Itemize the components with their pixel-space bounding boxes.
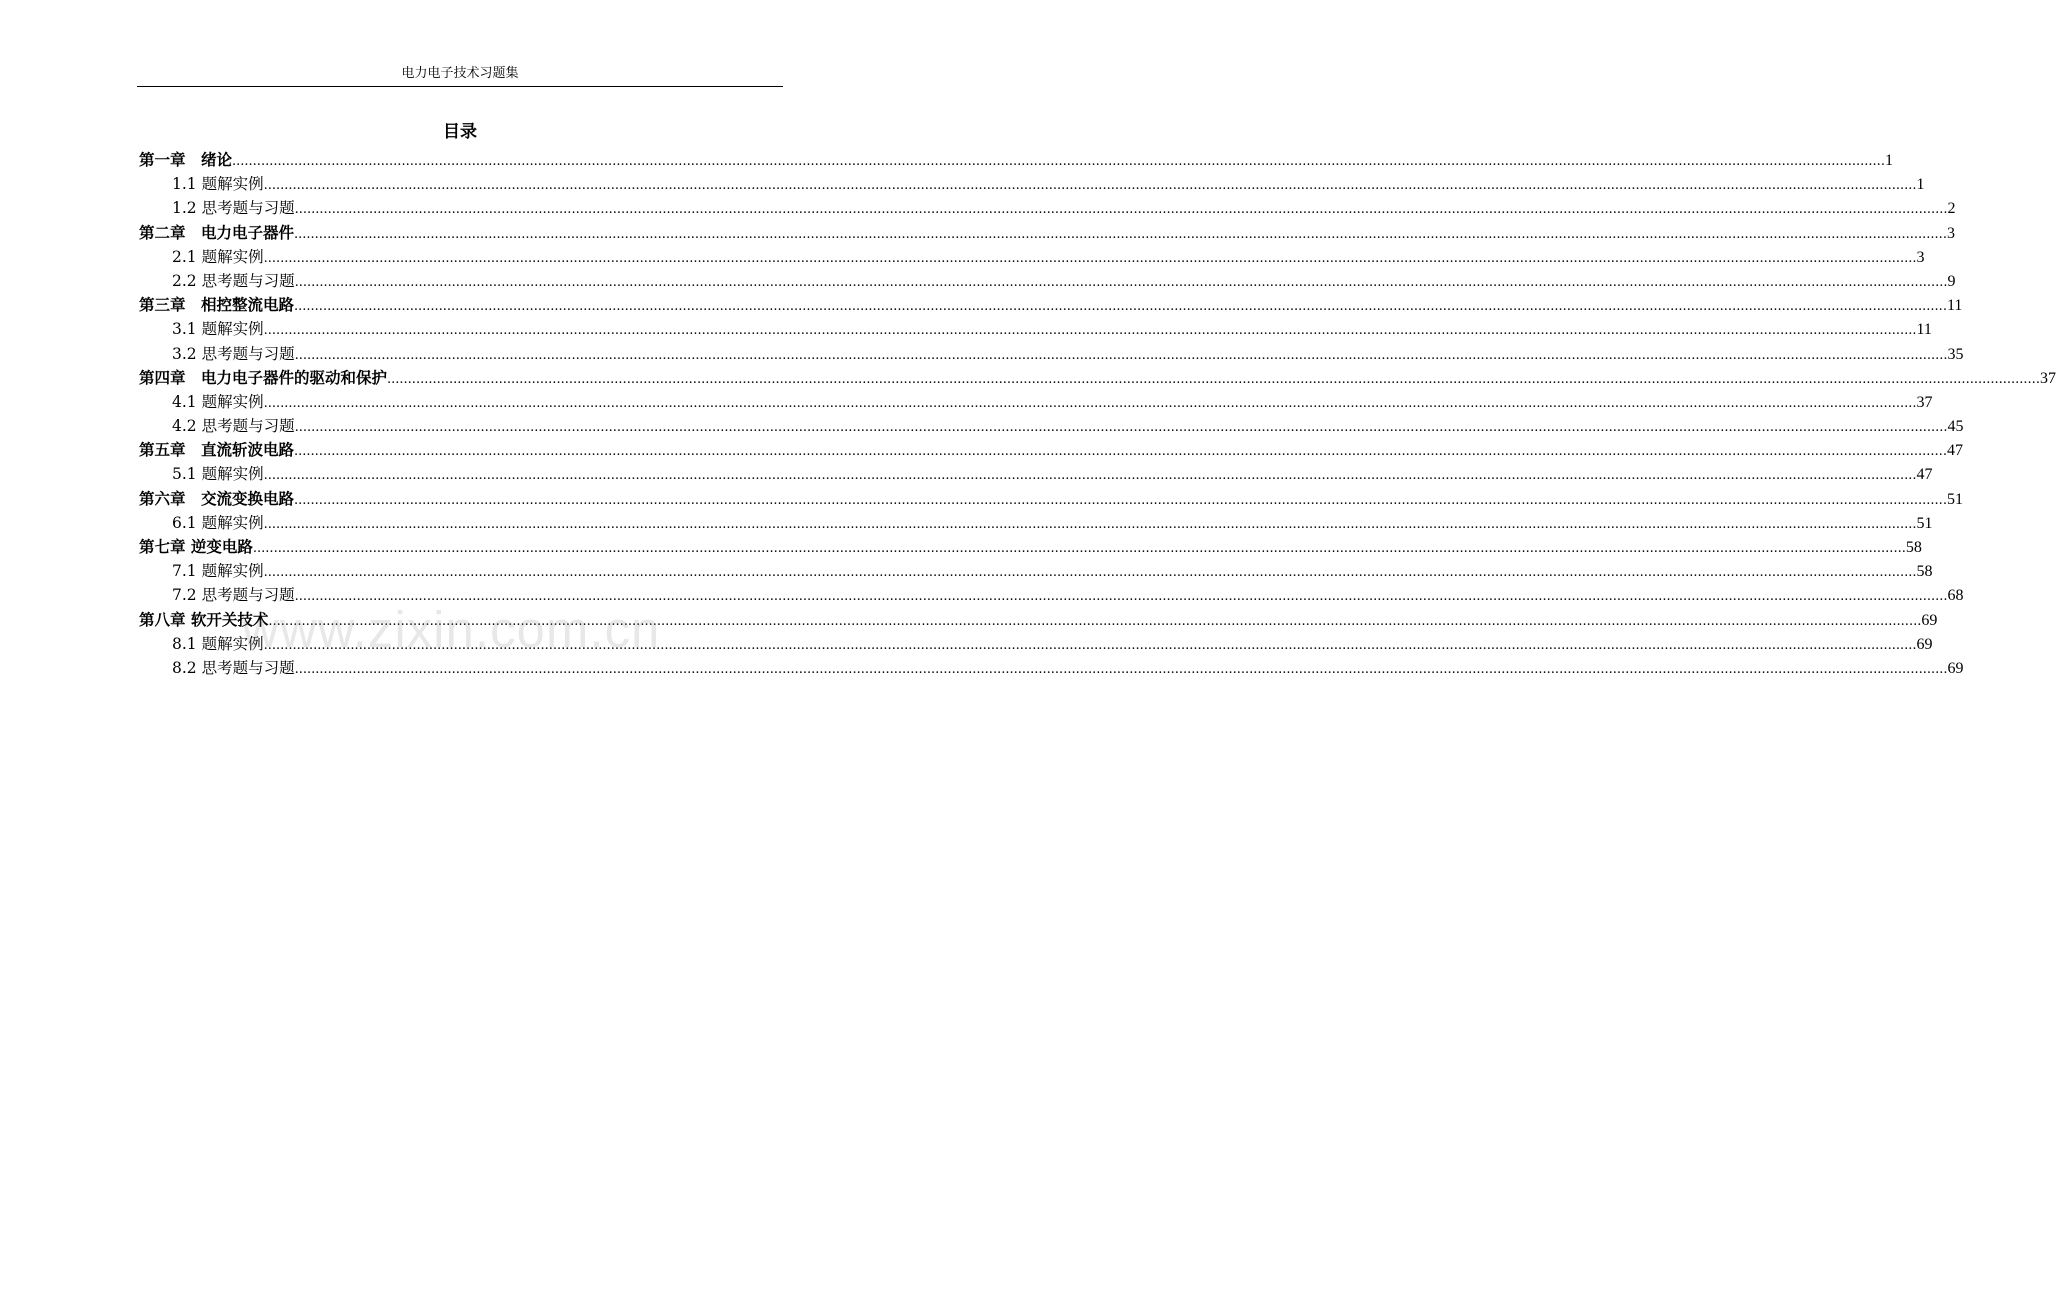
toc-entry-label: 8.1 题解实例	[172, 634, 264, 653]
toc-entry-page-number: 69	[1947, 659, 1964, 677]
toc-entry-label: 3.2 思考题与习题	[172, 344, 295, 363]
toc-entry-page-number: 58	[1905, 539, 1922, 556]
toc-entry-page-number: 51	[1946, 490, 1963, 508]
toc-section-entry[interactable]	[137, 511, 1933, 535]
dot-leader: ................................................................................................................................................................................................................................................................................................................................................................................................................	[387, 371, 2040, 387]
toc-entry-page-number: 3	[1946, 224, 1955, 242]
toc-chapter-entry[interactable]	[137, 535, 1922, 559]
toc-entry-page-number: 47	[1946, 442, 1963, 460]
toc-section-entry[interactable]	[137, 632, 1933, 656]
dot-leader: ................................................................................................................................................................................................................................................................................................................................................................................................................	[268, 613, 1922, 629]
dot-leader: ................................................................................................................................................................................................................................................................................................................................................................................................................	[294, 202, 1948, 218]
toc-entry-label: 2.1 题解实例	[172, 247, 264, 266]
dot-leader: ................................................................................................................................................................................................................................................................................................................................................................................................................	[252, 541, 1906, 556]
toc-entry-label: 5.1 题解实例	[172, 465, 264, 484]
dot-leader: ................................................................................................................................................................................................................................................................................................................................................................................................................	[263, 516, 1917, 532]
toc-entry-page-number: 1	[1916, 176, 1925, 194]
toc-entry-page-number: 9	[1947, 272, 1956, 290]
toc-section-entry[interactable]	[137, 269, 1956, 293]
toc-entry-page-number: 68	[1947, 587, 1964, 605]
toc-entry-label: 1.1 题解实例	[172, 175, 264, 194]
toc-entry-label: 4.2 思考题与习题	[172, 417, 295, 436]
dot-leader: ................................................................................................................................................................................................................................................................................................................................................................................................................	[294, 661, 1948, 677]
toc-entry-page-number: 3	[1916, 248, 1925, 266]
toc-section-entry[interactable]	[137, 172, 1925, 196]
header-title: 电力电子技术习题集	[401, 66, 519, 81]
toc-entry-page-number: 51	[1916, 514, 1933, 532]
dot-leader: ................................................................................................................................................................................................................................................................................................................................................................................................................	[263, 395, 1917, 411]
toc-chapter-entry[interactable]	[137, 148, 1893, 172]
toc-entry-page-number: 37	[1916, 393, 1933, 411]
toc-section-entry[interactable]	[137, 196, 1956, 220]
toc-entry-label: 4.1 题解实例	[172, 392, 264, 411]
toc-entry-label: 1.2 思考题与习题	[172, 199, 295, 218]
toc-entry-page-number: 11	[1946, 297, 1963, 315]
toc-entry-label: 第一章 绪论	[139, 151, 233, 169]
toc-entry-label: 8.2 思考题与习题	[172, 658, 295, 677]
toc-entry-page-number: 69	[1916, 635, 1933, 653]
toc-chapter-entry[interactable]	[137, 487, 1963, 511]
toc-entry-page-number: 69	[1921, 611, 1938, 629]
toc-chapter-entry[interactable]	[137, 366, 2056, 390]
toc-entry-label: 第六章 交流变换电路	[139, 489, 295, 508]
dot-leader: ................................................................................................................................................................................................................................................................................................................................................................................................................	[294, 299, 1947, 315]
toc-section-entry[interactable]	[137, 462, 1933, 486]
toc-chapter-entry[interactable]	[137, 608, 1938, 632]
dot-leader: ................................................................................................................................................................................................................................................................................................................................................................................................................	[294, 347, 1948, 363]
table-of-contents	[137, 148, 2056, 680]
toc-entry-label: 第七章 逆变电路	[139, 538, 253, 556]
toc-chapter-entry[interactable]	[137, 438, 1963, 462]
watermark: www.zixin.com.cn	[242, 601, 661, 658]
toc-entry-label: 第八章 软开关技术	[139, 610, 269, 629]
dot-leader: ................................................................................................................................................................................................................................................................................................................................................................................................................	[232, 154, 1885, 169]
toc-entry-label: 2.2 思考题与习题	[172, 271, 295, 290]
dot-leader: ................................................................................................................................................................................................................................................................................................................................................................................................................	[263, 637, 1917, 653]
page-header	[137, 62, 783, 87]
dot-leader: ................................................................................................................................................................................................................................................................................................................................................................................................................	[294, 420, 1948, 436]
toc-section-entry[interactable]	[137, 559, 1933, 583]
toc-section-entry[interactable]	[137, 390, 1933, 414]
toc-entry-page-number: 11	[1916, 321, 1932, 339]
toc-section-entry[interactable]	[137, 342, 1964, 366]
dot-leader: ................................................................................................................................................................................................................................................................................................................................................................................................................	[263, 565, 1917, 581]
toc-section-entry[interactable]	[137, 656, 1964, 680]
toc-entry-label: 第二章 电力电子器件	[139, 223, 295, 242]
dot-leader: ................................................................................................................................................................................................................................................................................................................................................................................................................	[263, 178, 1917, 194]
toc-entry-page-number: 2	[1947, 200, 1956, 218]
toc-chapter-entry[interactable]	[137, 293, 1963, 317]
toc-entry-label: 6.1 题解实例	[172, 513, 264, 532]
dot-leader: ................................................................................................................................................................................................................................................................................................................................................................................................................	[294, 444, 1947, 460]
toc-entry-label: 第四章 电力电子器件的驱动和保护	[139, 368, 388, 387]
toc-entry-page-number: 35	[1947, 345, 1964, 363]
toc-section-entry[interactable]	[137, 414, 1964, 438]
dot-leader: ................................................................................................................................................................................................................................................................................................................................................................................................................	[263, 468, 1917, 484]
dot-leader: ................................................................................................................................................................................................................................................................................................................................................................................................................	[263, 323, 1917, 339]
toc-entry-label: 7.2 思考题与习题	[172, 586, 295, 605]
toc-chapter-entry[interactable]	[137, 221, 1955, 245]
toc-entry-page-number: 58	[1916, 563, 1933, 581]
toc-section-entry[interactable]	[137, 317, 1932, 341]
toc-title: 目录	[443, 122, 477, 142]
toc-entry-label: 3.1 题解实例	[172, 320, 264, 339]
dot-leader: ................................................................................................................................................................................................................................................................................................................................................................................................................	[294, 226, 1947, 242]
toc-entry-page-number: 1	[1884, 152, 1893, 169]
toc-entry-page-number: 37	[2039, 369, 2056, 387]
dot-leader: ................................................................................................................................................................................................................................................................................................................................................................................................................	[294, 589, 1948, 605]
dot-leader: ................................................................................................................................................................................................................................................................................................................................................................................................................	[263, 250, 1917, 266]
toc-entry-page-number: 47	[1916, 466, 1933, 484]
toc-section-entry[interactable]	[137, 583, 1964, 607]
toc-section-entry[interactable]	[137, 245, 1925, 269]
toc-entry-label: 7.1 题解实例	[172, 562, 264, 581]
dot-leader: ................................................................................................................................................................................................................................................................................................................................................................................................................	[294, 274, 1948, 290]
toc-entry-page-number: 45	[1947, 418, 1964, 436]
toc-entry-label: 第三章 相控整流电路	[139, 296, 295, 315]
dot-leader: ................................................................................................................................................................................................................................................................................................................................................................................................................	[294, 492, 1947, 508]
toc-entry-label: 第五章 直流斩波电路	[139, 441, 295, 460]
